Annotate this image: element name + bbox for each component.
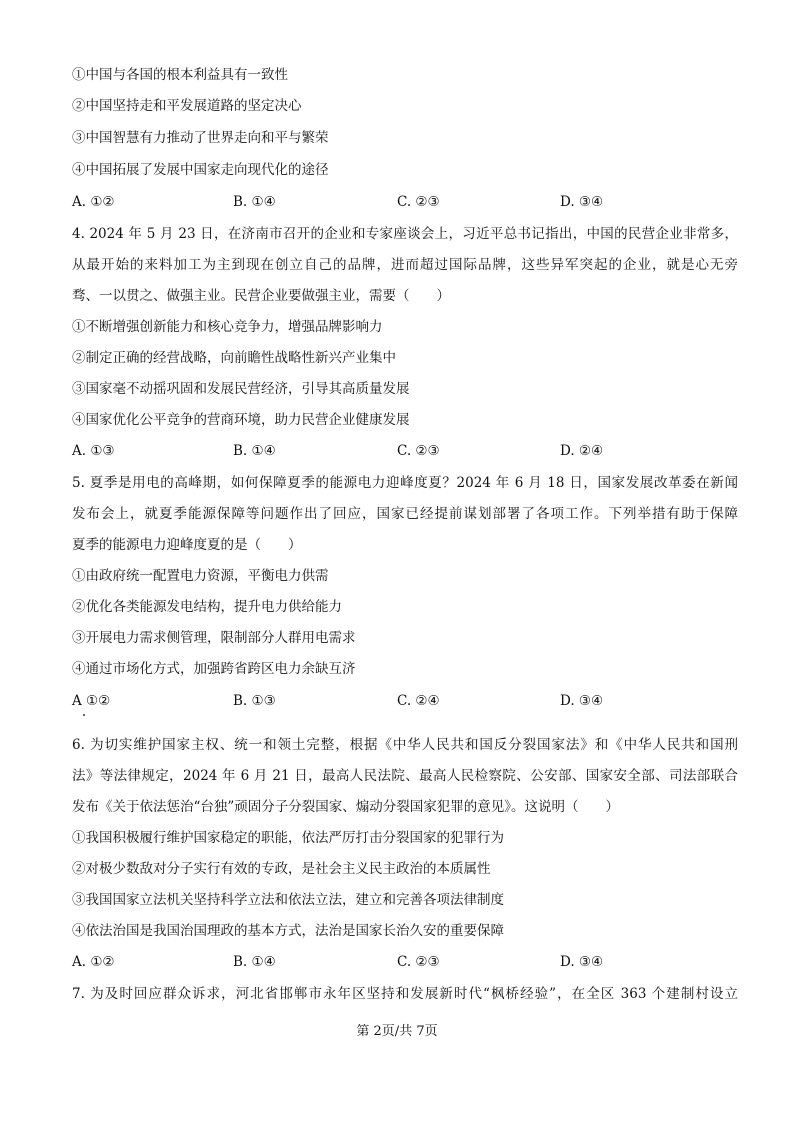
q4-stem-line-3: 骛、一以贯之、做强主业。民营企业要做强主业，需要（ ） xyxy=(72,288,450,304)
q6-statement-3: ③我国国家立法机关坚持科学立法和依法立法，建立和完善各项法律制度 xyxy=(72,892,504,908)
q4-statement-4: ④国家优化公平竞争的营商环境，助力民营企业健康发展 xyxy=(72,412,410,428)
q6-stem-line-1: 6. 为切实维护国家主权、统一和领土完整，根据《中华人民共和国反分裂国家法》和《中华人民共和国刑 xyxy=(72,737,738,753)
q4-option-d: D. ②④ xyxy=(560,443,604,459)
stray-dot-mark xyxy=(83,714,85,716)
q3-statement-2: ②中国坚持走和平发展道路的坚定决心 xyxy=(72,98,302,114)
q7-stem-line-1: 7. 为及时回应群众诉求，河北省邯郸市永年区坚持和发展新时代“枫桥经验”，在全区 363 个建制村设立 xyxy=(72,986,738,1002)
q5-option-c: C. ②④ xyxy=(397,693,440,709)
q5-option-b: B. ①③ xyxy=(233,693,276,709)
q6-stem-line-2: 法》等法律规定，2024 年 6 月 21 日，最高人民法院、最高人民检察院、公安部、国家安全部、司法部联合 xyxy=(72,768,738,784)
q5-statement-4: ④通过市场化方式，加强跨省跨区电力余缺互济 xyxy=(72,661,356,677)
q5-option-d: D. ③④ xyxy=(560,693,604,709)
q6-stem-line-3: 发布《关于依法惩治“台独”顽固分子分裂国家、煽动分裂国家犯罪的意见》。这说明（ ） xyxy=(72,799,620,815)
q6-option-d: D. ③④ xyxy=(560,954,604,970)
q5-statement-2: ②优化各类能源发电结构，提升电力供给能力 xyxy=(72,599,342,615)
q5-statement-3: ③开展电力需求侧管理，限制部分人群用电需求 xyxy=(72,630,356,646)
q4-stem-line-1: 4. 2024 年 5 月 23 日，在济南市召开的企业和专家座谈会上，习近平总书记指出，中国的民营企业非常多， xyxy=(72,226,738,242)
q6-statement-1: ①我国积极履行维护国家稳定的职能，依法严厉打击分裂国家的犯罪行为 xyxy=(72,830,504,846)
q5-stem-line-1: 5. 夏季是用电的高峰期，如何保障夏季的能源电力迎峰度夏？2024 年 6 月 18 日，国家发展改革委在新闻 xyxy=(72,475,738,491)
q3-statement-1: ①中国与各国的根本利益具有一致性 xyxy=(72,67,288,83)
q6-option-b: B. ①④ xyxy=(233,954,276,970)
q4-option-a: A. ①③ xyxy=(72,443,115,459)
q3-option-c: C. ②③ xyxy=(397,194,440,210)
q5-stem-line-3: 夏季的能源电力迎峰度夏的是（ ） xyxy=(72,537,302,553)
q3-statement-4: ④中国拓展了发展中国家走向现代化的途径 xyxy=(72,162,329,178)
q5-statement-1: ①由政府统一配置电力资源，平衡电力供需 xyxy=(72,568,329,584)
q4-statement-3: ③国家毫不动摇巩固和发展民营经济，引导其高质量发展 xyxy=(72,381,410,397)
q4-stem-line-2: 从最开始的来料加工为主到现在创立自己的品牌，进而超过国际品牌，这些异军突起的企业，就是心无旁 xyxy=(72,257,738,273)
q6-option-a: A. ①② xyxy=(72,954,115,970)
q3-statement-3: ③中国智慧有力推动了世界走向和平与繁荣 xyxy=(72,130,329,146)
q6-option-c: C. ②③ xyxy=(397,954,440,970)
q3-option-b: B. ①④ xyxy=(233,194,276,210)
q4-statement-2: ②制定正确的经营战略，向前瞻性战略性新兴产业集中 xyxy=(72,350,396,366)
q4-option-b: B. ①④ xyxy=(233,443,276,459)
q6-statement-4: ④依法治国是我国治国理政的基本方式，法治是国家长治久安的重要保障 xyxy=(72,923,504,939)
q5-option-a: A ①② xyxy=(72,693,111,709)
q4-option-c: C. ②③ xyxy=(397,443,440,459)
page-number-footer: 第 2页/共 7页 xyxy=(356,1024,438,1039)
q3-option-a: A. ①② xyxy=(72,194,115,210)
q4-statement-1: ①不断增强创新能力和核心竞争力，增强品牌影响力 xyxy=(72,319,383,335)
q6-statement-2: ②对极少数敌对分子实行有效的专政，是社会主义民主政治的本质属性 xyxy=(72,861,491,877)
q3-option-d: D. ③④ xyxy=(560,194,604,210)
q5-stem-line-2: 发布会上，就夏季能源保障等问题作出了回应，国家已经提前谋划部署了各项工作。下列举措有助于保障 xyxy=(72,506,738,522)
